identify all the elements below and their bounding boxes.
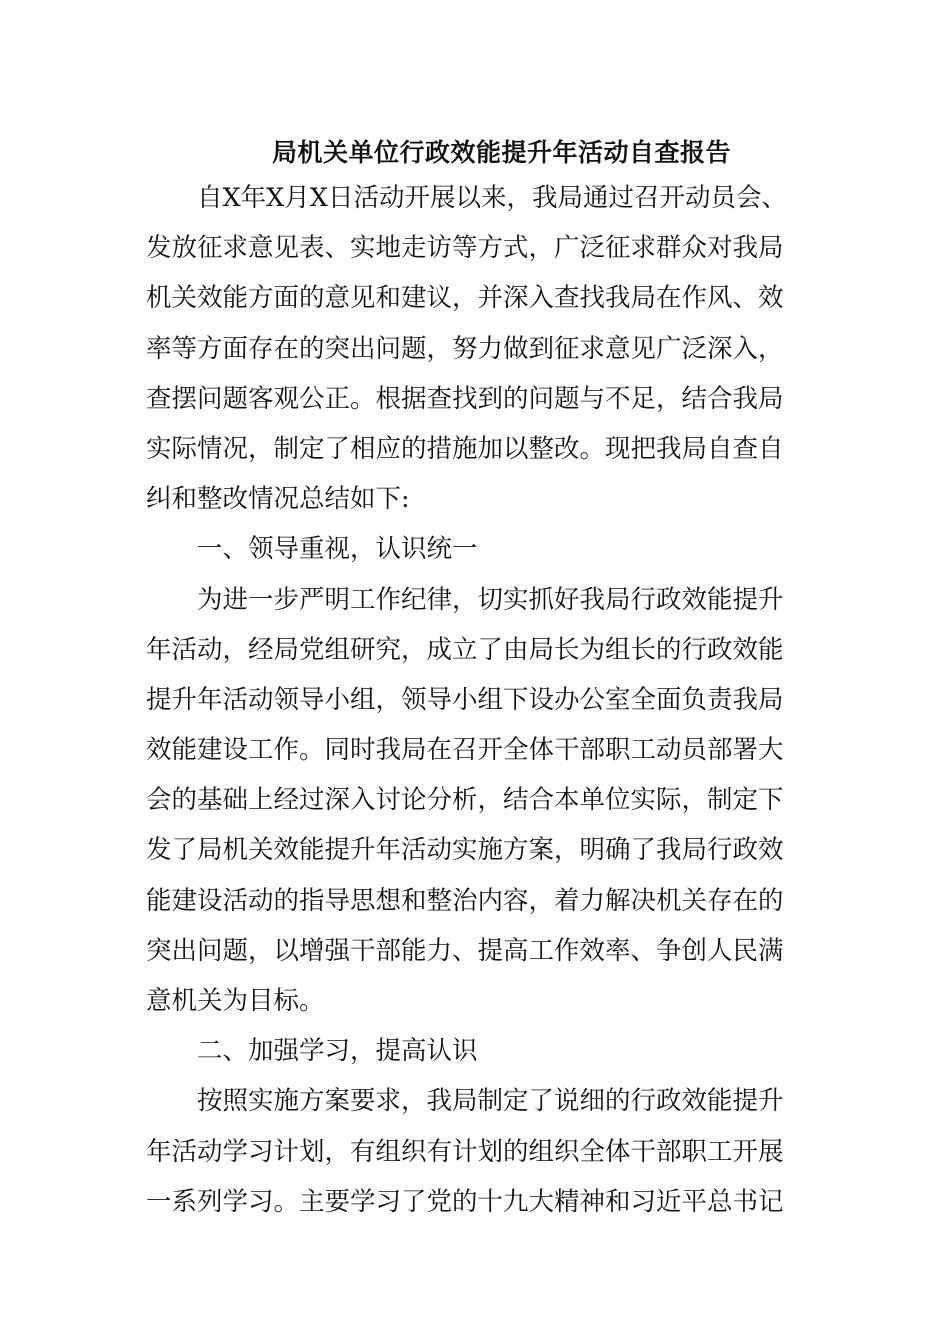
body-line: 突出问题，以增强干部能力、提高工作效率、争创人民满 bbox=[146, 935, 784, 966]
body-line: 发放征求意见表、实地走访等方式，广泛征求群众对我局 bbox=[146, 233, 784, 264]
body-line: 实际情况，制定了相应的措施加以整改。现把我局自查自 bbox=[146, 433, 784, 464]
body-line: 意机关为目标。 bbox=[146, 986, 325, 1016]
body-line: 自X年X月X日活动开展以来，我局通过召开动员会、 bbox=[197, 183, 787, 213]
body-line: 提升年活动领导小组，领导小组下设办公室全面负责我局 bbox=[146, 684, 784, 715]
body-line: 按照实施方案要求，我局制定了说细的行政效能提升 bbox=[197, 1086, 784, 1117]
body-line: 为进一步严明工作纪律，切实抓好我局行政效能提升 bbox=[197, 584, 784, 615]
body-line: 纠和整改情况总结如下: bbox=[146, 484, 410, 515]
body-line: 一系列学习。主要学习了党的十九大精神和习近平总书记 bbox=[146, 1186, 784, 1217]
body-line: 会的基础上经过深入讨论分析，结合本单位实际，制定下 bbox=[146, 785, 784, 816]
body-line: 发了局机关效能提升年活动实施方案，明确了我局行政效 bbox=[146, 835, 784, 866]
body-line: 年活动学习计划，有组织有计划的组织全体干部职工开展 bbox=[146, 1136, 784, 1167]
body-line: 效能建设工作。同时我局在召开全体干部职工动员部署大 bbox=[146, 735, 784, 766]
body-line: 年活动，经局党组研究，成立了由局长为组长的行政效能 bbox=[146, 634, 784, 665]
document-title: 局机关单位行政效能提升年活动自查报告 bbox=[272, 138, 732, 167]
body-line: 一、领导重视，认识统一 bbox=[197, 534, 478, 565]
body-line: 查摆问题客观公正。根据查找到的问题与不足，结合我局 bbox=[146, 383, 784, 414]
body-line: 率等方面存在的突出问题，努力做到征求意见广泛深入， bbox=[146, 333, 784, 364]
body-line: 二、加强学习，提高认识 bbox=[197, 1036, 478, 1067]
body-line: 能建设活动的指导思想和整治内容，着力解决机关存在的 bbox=[146, 885, 784, 916]
document-body bbox=[146, 173, 806, 1227]
body-line: 机关效能方面的意见和建议，并深入查找我局在作风、效 bbox=[146, 283, 784, 314]
